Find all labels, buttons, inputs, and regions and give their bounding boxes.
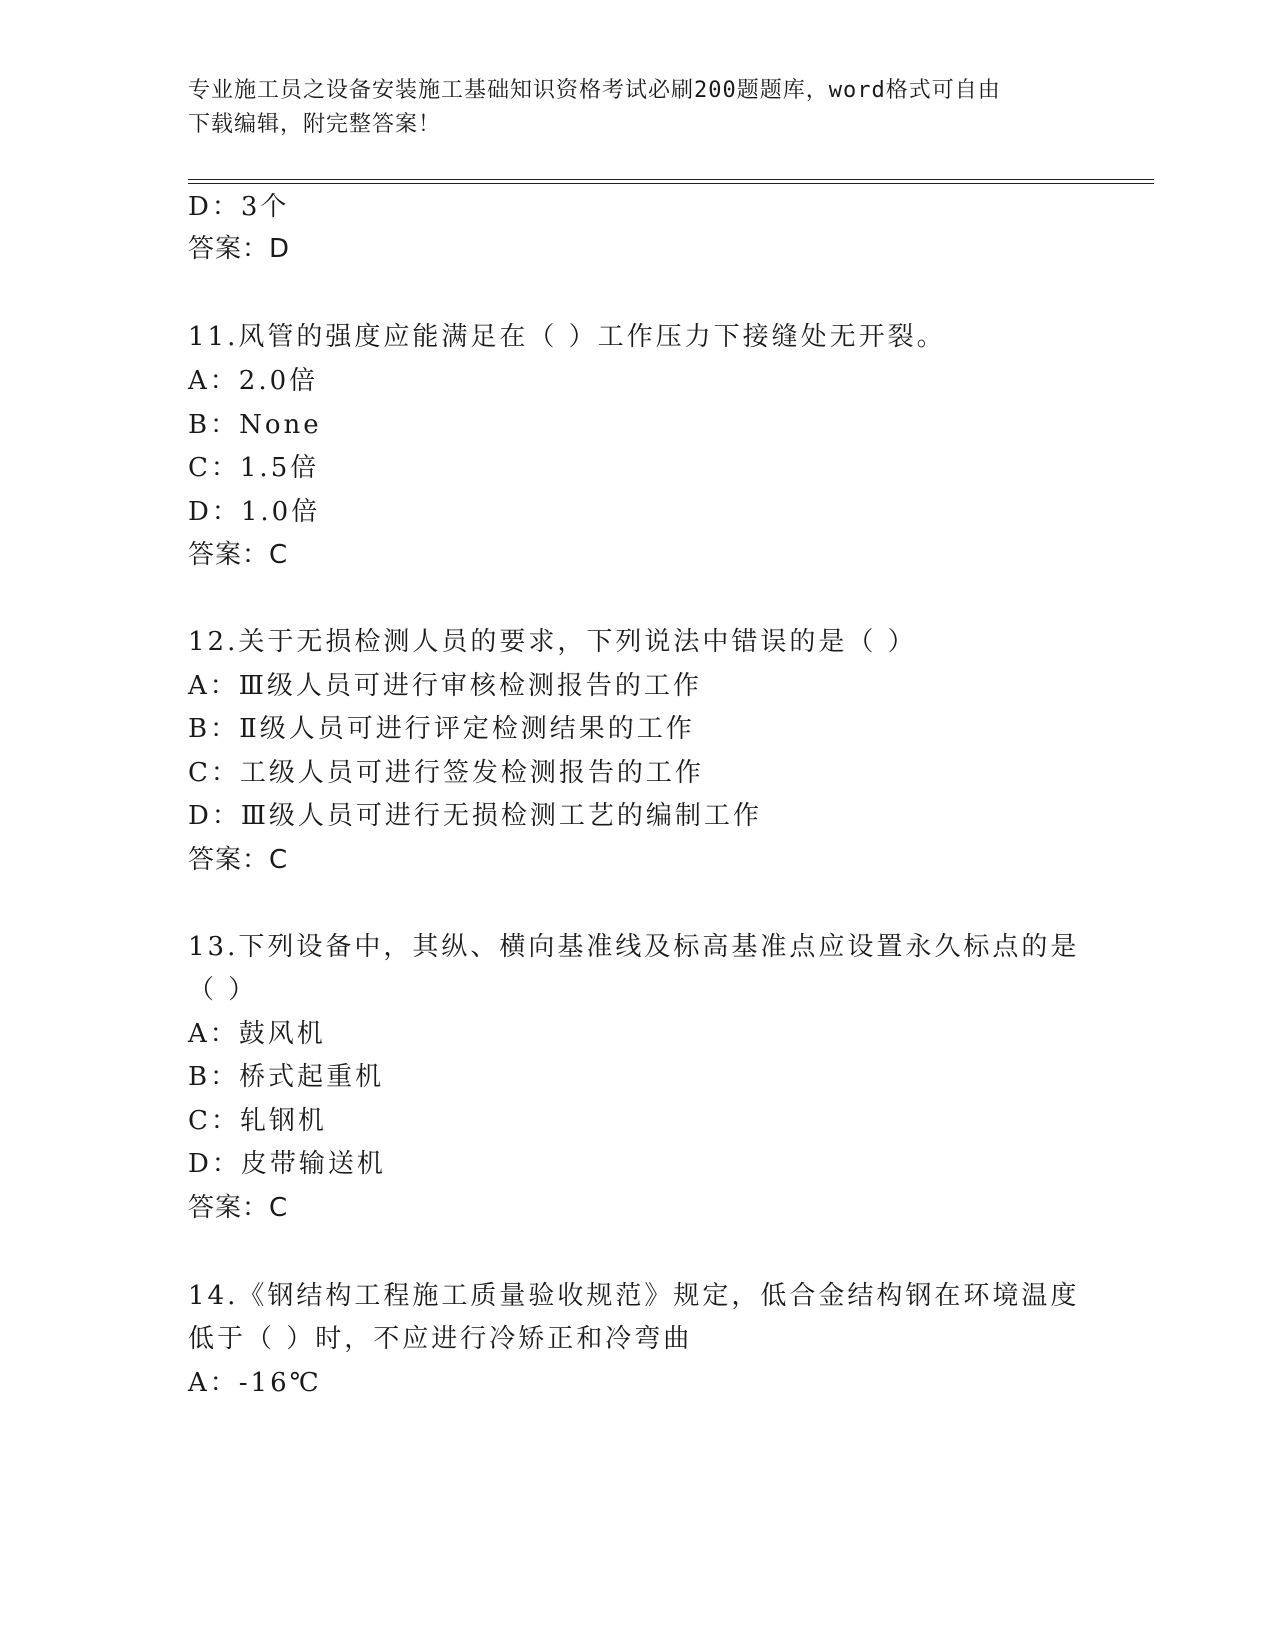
question-12-stem: 12.关于无损检测人员的要求，下列说法中错误的是（ ） bbox=[188, 627, 917, 657]
question-11-answer: 答案：C bbox=[188, 540, 289, 570]
question-13-option-a: A：鼓风机 bbox=[188, 1019, 326, 1049]
question-14-option-a: A：-16℃ bbox=[188, 1368, 322, 1398]
question-13-stem-line-1: 13.下列设备中，其纵、横向基准线及标高基准点应设置永久标点的是 bbox=[188, 932, 1080, 962]
question-11-stem: 11.风管的强度应能满足在（ ）工作压力下接缝处无开裂。 bbox=[188, 322, 946, 352]
header-divider-bottom bbox=[188, 183, 1154, 184]
question-11-option-c: C：1.5倍 bbox=[188, 453, 320, 483]
question-11-option-d: D：1.0倍 bbox=[188, 497, 321, 527]
question-14-stem-line-2: 低于（ ）时，不应进行冷矫正和冷弯曲 bbox=[188, 1324, 693, 1354]
header-line-1: 专业施工员之设备安装施工基础知识资格考试必刷200题题库，word格式可自由 bbox=[188, 78, 1001, 103]
question-12-option-b: B：Ⅱ级人员可进行评定检测结果的工作 bbox=[188, 714, 695, 744]
question-12-option-a: A：Ⅲ级人员可进行审核检测报告的工作 bbox=[188, 671, 702, 701]
question-13-answer: 答案：C bbox=[188, 1193, 289, 1223]
question-13-stem-line-2: （ ） bbox=[188, 975, 258, 1005]
question-14-stem-line-1: 14.《钢结构工程施工质量验收规范》规定，低合金结构钢在环境温度 bbox=[188, 1281, 1080, 1311]
question-13-option-b: B：桥式起重机 bbox=[188, 1062, 385, 1092]
answer: 答案：D bbox=[188, 234, 291, 264]
question-11-option-b: B：None bbox=[188, 410, 322, 440]
question-13-option-c: C：轧钢机 bbox=[188, 1106, 327, 1136]
question-11-option-a: A：2.0倍 bbox=[188, 366, 319, 396]
header-line-2: 下载编辑，附完整答案！ bbox=[188, 112, 442, 137]
question-12-answer: 答案：C bbox=[188, 845, 289, 875]
header-divider-top bbox=[188, 179, 1154, 180]
question-12-option-d: D：Ⅲ级人员可进行无损检测工艺的编制工作 bbox=[188, 801, 762, 831]
page-header bbox=[188, 74, 1088, 142]
option-d: D：3个 bbox=[188, 192, 290, 222]
question-13-option-d: D：皮带输送机 bbox=[188, 1149, 386, 1179]
question-12-option-c: C：工级人员可进行签发检测报告的工作 bbox=[188, 758, 704, 788]
